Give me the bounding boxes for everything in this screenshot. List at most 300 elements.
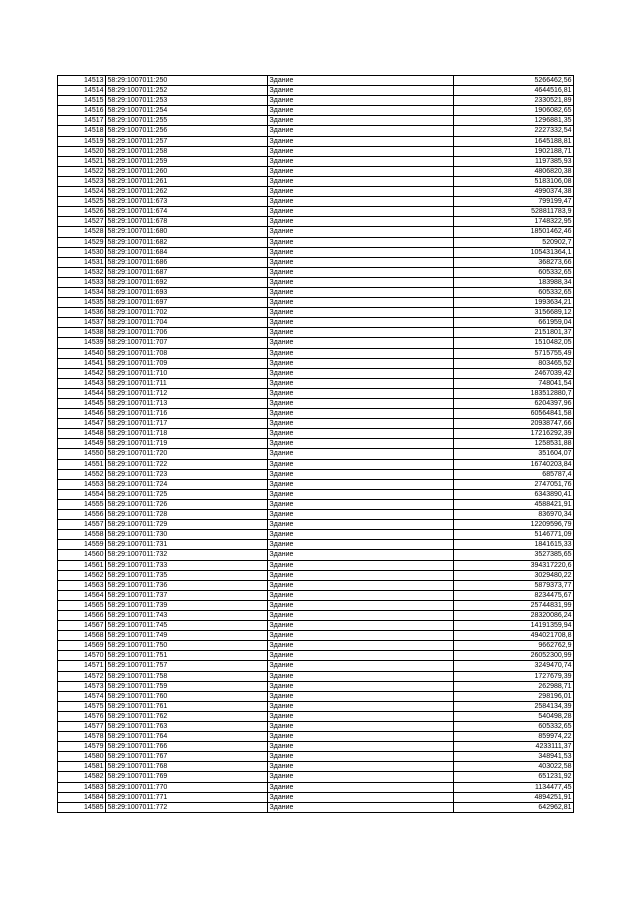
row-number-cell: 14540 [58, 348, 106, 358]
table-row [58, 116, 574, 126]
cadastral-value-cell: 3527385,65 [454, 550, 574, 560]
cadastral-number-cell: 58:29:1007011:728 [106, 510, 268, 520]
table-row [58, 106, 574, 116]
row-number-cell: 14522 [58, 166, 106, 176]
object-type-cell: Здание [268, 328, 454, 338]
table-row [58, 176, 574, 186]
cadastral-number-cell: 58:29:1007011:262 [106, 187, 268, 197]
table-row [58, 267, 574, 277]
table-row [58, 257, 574, 267]
cadastral-number-cell: 58:29:1007011:261 [106, 176, 268, 186]
table-row [58, 187, 574, 197]
cadastral-number-cell: 58:29:1007011:735 [106, 570, 268, 580]
row-number-cell: 14520 [58, 146, 106, 156]
object-type-cell: Здание [268, 358, 454, 368]
table-row [58, 782, 574, 792]
row-number-cell: 14554 [58, 489, 106, 499]
object-type-cell: Здание [268, 217, 454, 227]
cadastral-number-cell: 58:29:1007011:259 [106, 156, 268, 166]
object-type-cell: Здание [268, 499, 454, 509]
cadastral-value-cell: 1296881,35 [454, 116, 574, 126]
row-number-cell: 14574 [58, 691, 106, 701]
cadastral-value-cell: 16740203,84 [454, 459, 574, 469]
cadastral-number-cell: 58:29:1007011:704 [106, 318, 268, 328]
cadastral-number-cell: 58:29:1007011:759 [106, 681, 268, 691]
row-number-cell: 14513 [58, 76, 106, 86]
object-type-cell: Здание [268, 510, 454, 520]
row-number-cell: 14544 [58, 388, 106, 398]
object-type-cell: Здание [268, 126, 454, 136]
table-row [58, 681, 574, 691]
object-type-cell: Здание [268, 631, 454, 641]
object-type-cell: Здание [268, 550, 454, 560]
object-type-cell: Здание [268, 277, 454, 287]
cadastral-value-cell: 5183106,08 [454, 176, 574, 186]
cadastral-value-cell: 528811783,9 [454, 207, 574, 217]
row-number-cell: 14526 [58, 207, 106, 217]
table-row [58, 641, 574, 651]
row-number-cell: 14570 [58, 651, 106, 661]
cadastral-value-cell: 1993634,21 [454, 298, 574, 308]
row-number-cell: 14567 [58, 621, 106, 631]
cadastral-number-cell: 58:29:1007011:722 [106, 459, 268, 469]
cadastral-value-cell: 20938747,66 [454, 419, 574, 429]
row-number-cell: 14555 [58, 499, 106, 509]
row-number-cell: 14529 [58, 237, 106, 247]
object-type-cell: Здание [268, 308, 454, 318]
cadastral-number-cell: 58:29:1007011:256 [106, 126, 268, 136]
row-number-cell: 14578 [58, 732, 106, 742]
table-row [58, 469, 574, 479]
table-row [58, 86, 574, 96]
row-number-cell: 14545 [58, 399, 106, 409]
table-row [58, 631, 574, 641]
cadastral-number-cell: 58:29:1007011:718 [106, 429, 268, 439]
table-row [58, 762, 574, 772]
cadastral-value-cell: 5146771,09 [454, 530, 574, 540]
table-row [58, 752, 574, 762]
cadastral-value-cell: 799199,47 [454, 197, 574, 207]
cadastral-value-cell: 1197385,93 [454, 156, 574, 166]
table-row [58, 661, 574, 671]
table-row [58, 217, 574, 227]
cadastral-number-cell: 58:29:1007011:769 [106, 772, 268, 782]
cadastral-number-cell: 58:29:1007011:257 [106, 136, 268, 146]
cadastral-number-cell: 58:29:1007011:720 [106, 449, 268, 459]
table-row [58, 540, 574, 550]
cadastral-number-cell: 58:29:1007011:768 [106, 762, 268, 772]
cadastral-number-cell: 58:29:1007011:737 [106, 590, 268, 600]
cadastral-value-cell: 1645188,81 [454, 136, 574, 146]
cadastral-value-cell: 1134477,45 [454, 782, 574, 792]
table-row [58, 247, 574, 257]
row-number-cell: 14539 [58, 338, 106, 348]
cadastral-number-cell: 58:29:1007011:253 [106, 96, 268, 106]
row-number-cell: 14564 [58, 590, 106, 600]
row-number-cell: 14530 [58, 247, 106, 257]
cadastral-number-cell: 58:29:1007011:767 [106, 752, 268, 762]
row-number-cell: 14562 [58, 570, 106, 580]
table-row [58, 459, 574, 469]
object-type-cell: Здание [268, 187, 454, 197]
table-row [58, 298, 574, 308]
object-type-cell: Здание [268, 651, 454, 661]
object-type-cell: Здание [268, 459, 454, 469]
object-type-cell: Здание [268, 166, 454, 176]
cadastral-number-cell: 58:29:1007011:745 [106, 621, 268, 631]
object-type-cell: Здание [268, 691, 454, 701]
table-row [58, 449, 574, 459]
cadastral-value-cell: 748041,54 [454, 378, 574, 388]
cadastral-number-cell: 58:29:1007011:743 [106, 610, 268, 620]
object-type-cell: Здание [268, 479, 454, 489]
object-type-cell: Здание [268, 197, 454, 207]
object-type-cell: Здание [268, 419, 454, 429]
table-row [58, 156, 574, 166]
row-number-cell: 14531 [58, 257, 106, 267]
object-type-cell: Здание [268, 86, 454, 96]
object-type-cell: Здание [268, 449, 454, 459]
cadastral-number-cell: 58:29:1007011:729 [106, 520, 268, 530]
object-type-cell: Здание [268, 176, 454, 186]
cadastral-number-cell: 58:29:1007011:772 [106, 802, 268, 812]
cadastral-value-cell: 5266462,56 [454, 76, 574, 86]
cadastral-value-cell: 605332,65 [454, 267, 574, 277]
table-row [58, 802, 574, 812]
cadastral-number-cell: 58:29:1007011:712 [106, 388, 268, 398]
cadastral-number-cell: 58:29:1007011:711 [106, 378, 268, 388]
cadastral-value-cell: 494021708,8 [454, 631, 574, 641]
object-type-cell: Здание [268, 368, 454, 378]
cadastral-number-cell: 58:29:1007011:716 [106, 409, 268, 419]
table-row [58, 600, 574, 610]
object-type-cell: Здание [268, 782, 454, 792]
table-row [58, 742, 574, 752]
row-number-cell: 14524 [58, 187, 106, 197]
object-type-cell: Здание [268, 76, 454, 86]
object-type-cell: Здание [268, 661, 454, 671]
row-number-cell: 14552 [58, 469, 106, 479]
object-type-cell: Здание [268, 298, 454, 308]
cadastral-number-cell: 58:29:1007011:764 [106, 732, 268, 742]
row-number-cell: 14535 [58, 298, 106, 308]
cadastral-number-cell: 58:29:1007011:736 [106, 580, 268, 590]
cadastral-number-cell: 58:29:1007011:706 [106, 328, 268, 338]
cadastral-value-cell: 540498,28 [454, 711, 574, 721]
table-row [58, 479, 574, 489]
cadastral-number-cell: 58:29:1007011:731 [106, 540, 268, 550]
row-number-cell: 14518 [58, 126, 106, 136]
cadastral-value-cell: 14191359,94 [454, 621, 574, 631]
table-row [58, 651, 574, 661]
object-type-cell: Здание [268, 792, 454, 802]
table-row [58, 560, 574, 570]
row-number-cell: 14565 [58, 600, 106, 610]
cadastral-value-cell: 836970,34 [454, 510, 574, 520]
row-number-cell: 14525 [58, 197, 106, 207]
object-type-cell: Здание [268, 762, 454, 772]
row-number-cell: 14575 [58, 701, 106, 711]
object-type-cell: Здание [268, 641, 454, 651]
cadastral-value-cell: 18501462,46 [454, 227, 574, 237]
object-type-cell: Здание [268, 600, 454, 610]
row-number-cell: 14541 [58, 358, 106, 368]
cadastral-number-cell: 58:29:1007011:713 [106, 399, 268, 409]
cadastral-number-cell: 58:29:1007011:260 [106, 166, 268, 176]
cadastral-value-cell: 651231,92 [454, 772, 574, 782]
cadastral-number-cell: 58:29:1007011:751 [106, 651, 268, 661]
object-type-cell: Здание [268, 429, 454, 439]
row-number-cell: 14584 [58, 792, 106, 802]
cadastral-number-cell: 58:29:1007011:771 [106, 792, 268, 802]
cadastral-number-cell: 58:29:1007011:726 [106, 499, 268, 509]
row-number-cell: 14553 [58, 479, 106, 489]
row-number-cell: 14546 [58, 409, 106, 419]
cadastral-value-cell: 348941,53 [454, 752, 574, 762]
table-row [58, 378, 574, 388]
row-number-cell: 14569 [58, 641, 106, 651]
object-type-cell: Здание [268, 590, 454, 600]
table-row [58, 338, 574, 348]
table-row [58, 792, 574, 802]
cadastral-value-cell: 9662762,9 [454, 641, 574, 651]
cadastral-value-cell: 3029480,22 [454, 570, 574, 580]
cadastral-number-cell: 58:29:1007011:732 [106, 550, 268, 560]
cadastral-number-cell: 58:29:1007011:723 [106, 469, 268, 479]
row-number-cell: 14576 [58, 711, 106, 721]
cadastral-number-cell: 58:29:1007011:710 [106, 368, 268, 378]
object-type-cell: Здание [268, 752, 454, 762]
cadastral-number-cell: 58:29:1007011:762 [106, 711, 268, 721]
cadastral-number-cell: 58:29:1007011:707 [106, 338, 268, 348]
cadastral-value-cell: 520902,7 [454, 237, 574, 247]
table-row [58, 439, 574, 449]
cadastral-number-cell: 58:29:1007011:770 [106, 782, 268, 792]
row-number-cell: 14581 [58, 762, 106, 772]
cadastral-number-cell: 58:29:1007011:702 [106, 308, 268, 318]
cadastral-value-cell: 26052300,99 [454, 651, 574, 661]
table-row [58, 166, 574, 176]
object-type-cell: Здание [268, 772, 454, 782]
cadastral-value-cell: 351604,07 [454, 449, 574, 459]
cadastral-number-cell: 58:29:1007011:763 [106, 722, 268, 732]
row-number-cell: 14571 [58, 661, 106, 671]
cadastral-value-cell: 2227332,54 [454, 126, 574, 136]
row-number-cell: 14523 [58, 176, 106, 186]
table-row [58, 368, 574, 378]
cadastral-value-cell: 183512880,7 [454, 388, 574, 398]
cadastral-value-cell: 2467039,42 [454, 368, 574, 378]
cadastral-value-cell: 17216292,39 [454, 429, 574, 439]
object-type-cell: Здание [268, 530, 454, 540]
object-type-cell: Здание [268, 681, 454, 691]
row-number-cell: 14517 [58, 116, 106, 126]
cadastral-number-cell: 58:29:1007011:717 [106, 419, 268, 429]
cadastral-number-cell: 58:29:1007011:680 [106, 227, 268, 237]
cadastral-number-cell: 58:29:1007011:252 [106, 86, 268, 96]
cadastral-value-cell: 2747051,76 [454, 479, 574, 489]
object-type-cell: Здание [268, 207, 454, 217]
table-row [58, 499, 574, 509]
registry-table-body [58, 76, 574, 813]
cadastral-number-cell: 58:29:1007011:750 [106, 641, 268, 651]
row-number-cell: 14536 [58, 308, 106, 318]
cadastral-number-cell: 58:29:1007011:757 [106, 661, 268, 671]
cadastral-value-cell: 394317220,6 [454, 560, 574, 570]
object-type-cell: Здание [268, 106, 454, 116]
object-type-cell: Здание [268, 671, 454, 681]
cadastral-value-cell: 685787,4 [454, 469, 574, 479]
table-row [58, 550, 574, 560]
cadastral-number-cell: 58:29:1007011:678 [106, 217, 268, 227]
object-type-cell: Здание [268, 287, 454, 297]
cadastral-number-cell: 58:29:1007011:254 [106, 106, 268, 116]
row-number-cell: 14573 [58, 681, 106, 691]
row-number-cell: 14547 [58, 419, 106, 429]
cadastral-number-cell: 58:29:1007011:760 [106, 691, 268, 701]
row-number-cell: 14572 [58, 671, 106, 681]
object-type-cell: Здание [268, 338, 454, 348]
cadastral-value-cell: 859974,22 [454, 732, 574, 742]
object-type-cell: Здание [268, 540, 454, 550]
cadastral-value-cell: 1906082,65 [454, 106, 574, 116]
cadastral-number-cell: 58:29:1007011:733 [106, 560, 268, 570]
cadastral-value-cell: 183988,34 [454, 277, 574, 287]
registry-table [57, 75, 574, 813]
row-number-cell: 14533 [58, 277, 106, 287]
row-number-cell: 14561 [58, 560, 106, 570]
cadastral-number-cell: 58:29:1007011:674 [106, 207, 268, 217]
object-type-cell: Здание [268, 732, 454, 742]
cadastral-number-cell: 58:29:1007011:761 [106, 701, 268, 711]
object-type-cell: Здание [268, 116, 454, 126]
table-row [58, 287, 574, 297]
row-number-cell: 14560 [58, 550, 106, 560]
cadastral-value-cell: 642962,81 [454, 802, 574, 812]
object-type-cell: Здание [268, 348, 454, 358]
cadastral-value-cell: 4990374,38 [454, 187, 574, 197]
object-type-cell: Здание [268, 802, 454, 812]
cadastral-value-cell: 105431364,1 [454, 247, 574, 257]
table-row [58, 570, 574, 580]
table-row [58, 732, 574, 742]
object-type-cell: Здание [268, 469, 454, 479]
cadastral-value-cell: 298196,01 [454, 691, 574, 701]
cadastral-number-cell: 58:29:1007011:693 [106, 287, 268, 297]
object-type-cell: Здание [268, 318, 454, 328]
row-number-cell: 14521 [58, 156, 106, 166]
object-type-cell: Здание [268, 580, 454, 590]
row-number-cell: 14516 [58, 106, 106, 116]
row-number-cell: 14583 [58, 782, 106, 792]
row-number-cell: 14527 [58, 217, 106, 227]
cadastral-value-cell: 6204397,96 [454, 399, 574, 409]
cadastral-number-cell: 58:29:1007011:758 [106, 671, 268, 681]
object-type-cell: Здание [268, 136, 454, 146]
cadastral-number-cell: 58:29:1007011:749 [106, 631, 268, 641]
table-row [58, 96, 574, 106]
table-row [58, 227, 574, 237]
object-type-cell: Здание [268, 237, 454, 247]
object-type-cell: Здание [268, 388, 454, 398]
row-number-cell: 14549 [58, 439, 106, 449]
row-number-cell: 14538 [58, 328, 106, 338]
row-number-cell: 14580 [58, 752, 106, 762]
cadastral-number-cell: 58:29:1007011:725 [106, 489, 268, 499]
cadastral-number-cell: 58:29:1007011:687 [106, 267, 268, 277]
row-number-cell: 14537 [58, 318, 106, 328]
row-number-cell: 14582 [58, 772, 106, 782]
cadastral-value-cell: 5715755,49 [454, 348, 574, 358]
object-type-cell: Здание [268, 711, 454, 721]
cadastral-value-cell: 661959,04 [454, 318, 574, 328]
cadastral-number-cell: 58:29:1007011:682 [106, 237, 268, 247]
cadastral-number-cell: 58:29:1007011:692 [106, 277, 268, 287]
cadastral-value-cell: 605332,65 [454, 722, 574, 732]
table-row [58, 197, 574, 207]
row-number-cell: 14519 [58, 136, 106, 146]
table-row [58, 328, 574, 338]
cadastral-number-cell: 58:29:1007011:708 [106, 348, 268, 358]
row-number-cell: 14558 [58, 530, 106, 540]
table-row [58, 671, 574, 681]
object-type-cell: Здание [268, 96, 454, 106]
cadastral-value-cell: 4806820,38 [454, 166, 574, 176]
table-row [58, 409, 574, 419]
cadastral-value-cell: 403022,58 [454, 762, 574, 772]
table-row [58, 610, 574, 620]
table-row [58, 429, 574, 439]
cadastral-number-cell: 58:29:1007011:684 [106, 247, 268, 257]
cadastral-value-cell: 28320086,24 [454, 610, 574, 620]
row-number-cell: 14585 [58, 802, 106, 812]
object-type-cell: Здание [268, 247, 454, 257]
table-row [58, 590, 574, 600]
table-row [58, 308, 574, 318]
row-number-cell: 14566 [58, 610, 106, 620]
row-number-cell: 14556 [58, 510, 106, 520]
row-number-cell: 14550 [58, 449, 106, 459]
row-number-cell: 14579 [58, 742, 106, 752]
cadastral-value-cell: 4233111,37 [454, 742, 574, 752]
table-row [58, 207, 574, 217]
object-type-cell: Здание [268, 701, 454, 711]
table-row [58, 76, 574, 86]
table-row [58, 691, 574, 701]
cadastral-number-cell: 58:29:1007011:686 [106, 257, 268, 267]
cadastral-number-cell: 58:29:1007011:673 [106, 197, 268, 207]
cadastral-number-cell: 58:29:1007011:697 [106, 298, 268, 308]
table-row [58, 520, 574, 530]
cadastral-value-cell: 60564841,58 [454, 409, 574, 419]
cadastral-value-cell: 5879373,77 [454, 580, 574, 590]
table-row [58, 722, 574, 732]
cadastral-number-cell: 58:29:1007011:730 [106, 530, 268, 540]
cadastral-value-cell: 1510482,05 [454, 338, 574, 348]
object-type-cell: Здание [268, 399, 454, 409]
cadastral-number-cell: 58:29:1007011:709 [106, 358, 268, 368]
object-type-cell: Здание [268, 742, 454, 752]
table-row [58, 126, 574, 136]
cadastral-value-cell: 4644516,81 [454, 86, 574, 96]
cadastral-value-cell: 12209596,79 [454, 520, 574, 530]
row-number-cell: 14542 [58, 368, 106, 378]
cadastral-number-cell: 58:29:1007011:250 [106, 76, 268, 86]
object-type-cell: Здание [268, 257, 454, 267]
table-row [58, 237, 574, 247]
table-row [58, 277, 574, 287]
table-row [58, 711, 574, 721]
